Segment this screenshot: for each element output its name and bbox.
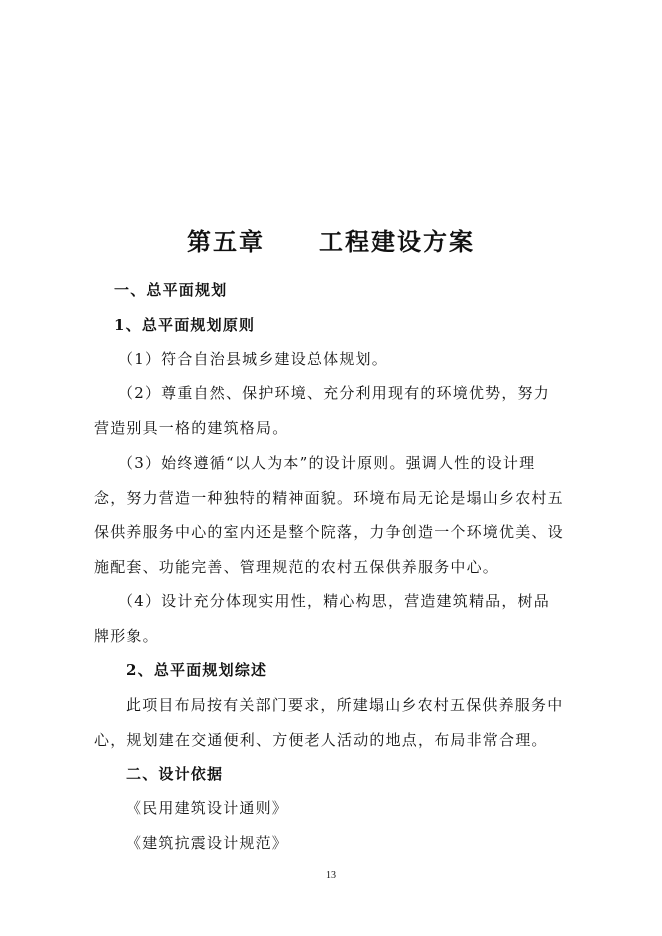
paragraph-summary-line1: 此项目布局按有关部门要求，所建塌山乡农村五保供养服务中 xyxy=(126,696,564,714)
chapter-title xyxy=(0,222,662,257)
paragraph-principle-3-line4: 施配套、功能完善、管理规范的农村五保供养服务中心。 xyxy=(94,558,500,576)
paragraph-principle-3-line2: 念，努力营造一种独特的精神面貌。环境布局无论是塌山乡农村五 xyxy=(94,489,564,507)
paragraph-principle-3-line1: （3）始终遵循“以人为本”的设计原则。强调人性的设计理 xyxy=(118,454,536,472)
paragraph-principle-2-line2: 营造别具一格的建筑格局。 xyxy=(94,419,289,437)
section-heading-design-basis: 二、设计依据 xyxy=(126,765,224,783)
chapter-name: 工程建设方案 xyxy=(319,227,475,256)
paragraph-summary-line2: 心，规划建在交通便利、方便老人活动的地点，布局非常合理。 xyxy=(94,731,548,749)
subsection-heading-principles: 1、总平面规划原则 xyxy=(114,316,256,334)
section-heading-overall-plan: 一、总平面规划 xyxy=(114,281,228,299)
chapter-number: 第五章 xyxy=(187,227,265,256)
paragraph-principle-4-line1: （4）设计充分体现实用性，精心构思，营造建筑精品，树品 xyxy=(118,592,550,610)
page-number: 13 xyxy=(326,870,336,881)
paragraph-principle-1: （1）符合自治县城乡建设总体规划。 xyxy=(118,350,388,368)
subsection-heading-summary: 2、总平面规划综述 xyxy=(126,661,268,679)
reference-seismic-design-code: 《建筑抗震设计规范》 xyxy=(126,834,289,852)
paragraph-principle-4-line2: 牌形象。 xyxy=(94,627,159,645)
reference-civil-building-code: 《民用建筑设计通则》 xyxy=(126,799,289,817)
paragraph-principle-3-line3: 保供养服务中心的室内还是整个院落，力争创造一个环境优美、设 xyxy=(94,523,564,541)
paragraph-principle-2-line1: （2）尊重自然、保护环境、充分利用现有的环境优势，努力 xyxy=(118,384,550,402)
